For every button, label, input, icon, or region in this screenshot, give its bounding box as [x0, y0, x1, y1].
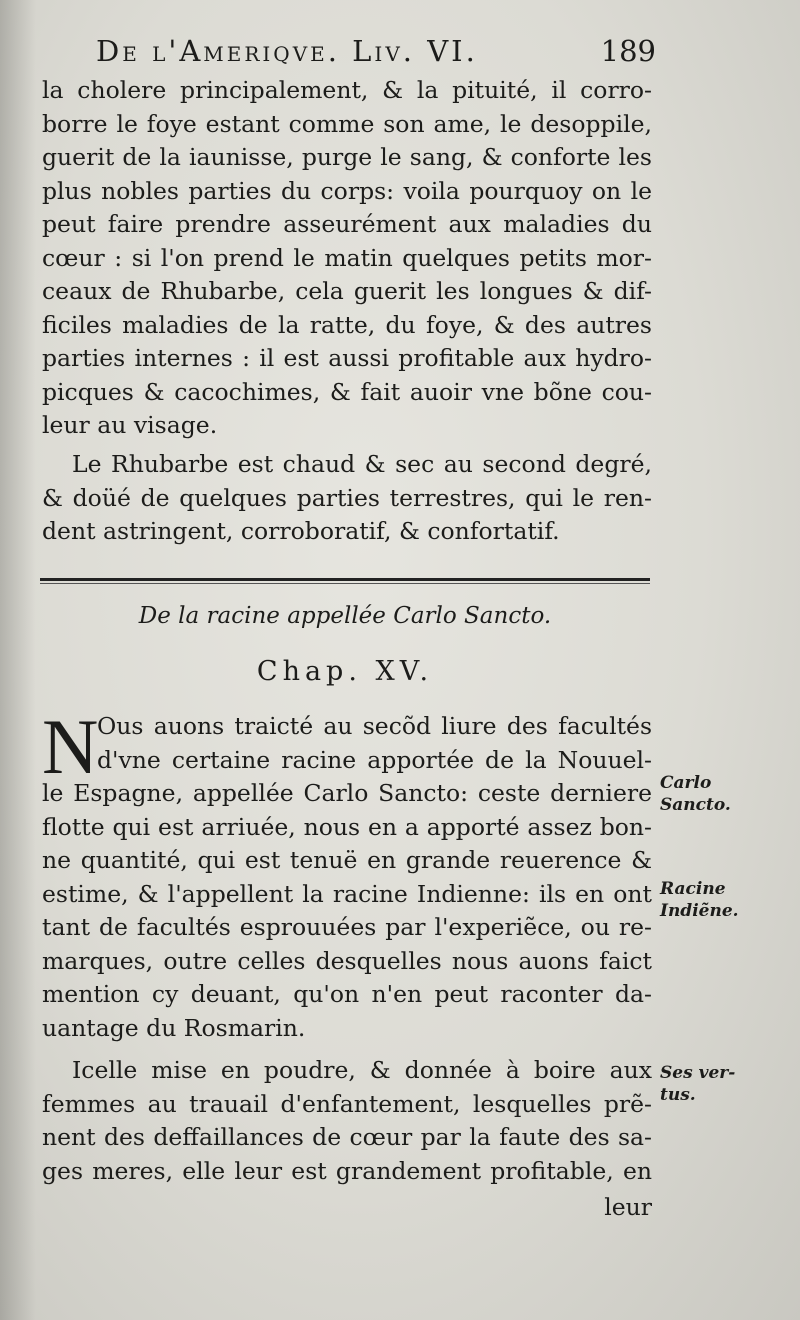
- text-line: la cholere principalement, & la pituité, il corro-: [42, 76, 652, 104]
- margin-note-line: Carlo: [660, 773, 712, 793]
- text-line: cœur : si l'on prend le matin quelques petits mor-: [42, 243, 652, 272]
- paragraph-1: [42, 74, 652, 443]
- text-line: leur au visage.: [42, 411, 218, 439]
- drop-cap: N: [42, 703, 99, 790]
- margin-note-line: Sancto.: [660, 795, 731, 815]
- text-line: mention cy deuant, qu'on n'en peut raconter da-: [42, 980, 652, 1008]
- text-line: guerit de la iaunisse, purge le sang, & conforte les: [42, 143, 652, 171]
- text-line: Le Rhubarbe est chaud & sec au second degré,: [72, 450, 652, 478]
- text-line: Icelle mise en poudre, & donnée à boire aux: [72, 1056, 652, 1084]
- margin-note-line: Indiẽne.: [660, 901, 739, 921]
- paragraph-3: [42, 703, 652, 1045]
- margin-note-carlo-sancto: [660, 772, 780, 816]
- page-number: 189: [600, 34, 656, 68]
- text-line: plus nobles parties du corps: voila pourquoy on le: [42, 176, 652, 205]
- text-line: & doüé de quelques parties terrestres, qui le ren-: [42, 483, 652, 512]
- catchword: leur: [604, 1193, 652, 1221]
- text-line: femmes au trauail d'enfantement, lesquelles prẽ-: [42, 1089, 652, 1118]
- text-line: peut faire prendre asseurément aux maladies du: [42, 210, 652, 238]
- text-line: flotte qui est arriuée, nous en a apporté assez bon-: [42, 812, 652, 841]
- text-line: ges meres, elle leur est grandement profitable, en: [42, 1156, 652, 1185]
- text-line: nent des deffaillances de cœur par la faute des sa-: [42, 1123, 652, 1151]
- text-line: Ous auons traicté au secõd liure des facultés: [97, 712, 652, 740]
- margin-note-racine-indienne: [660, 878, 780, 922]
- paragraph-4: [42, 1054, 652, 1188]
- text-line: marques, outre celles desquelles nous auons faict: [42, 946, 652, 975]
- text-line: estime, & l'appellent la racine Indienne: ils en ont: [42, 879, 652, 908]
- paragraph-2: [42, 448, 652, 549]
- text-line: d'vne certaine racine apportée de la Nouuel-: [97, 745, 652, 774]
- margin-note-line: Ses ver-: [660, 1063, 736, 1083]
- text-line: uantage du Rosmarin.: [42, 1013, 306, 1042]
- section-rule: [40, 578, 650, 584]
- running-title: De l'Ameriqve. Liv. VI.: [96, 34, 478, 68]
- text-line: ficiles maladies de la ratte, du foye, & des autres: [42, 310, 652, 339]
- text-line: dent astringent, corroboratif, & confortatif.: [42, 517, 560, 545]
- text-line: parties internes : il est aussi profitable aux hydro-: [42, 344, 652, 372]
- margin-note-line: tus.: [660, 1085, 696, 1105]
- running-head: [96, 34, 656, 74]
- gutter-shadow: [0, 0, 36, 1320]
- text-line: ne quantité, qui est tenuë en grande reuerence &: [42, 846, 652, 874]
- text-line: ceaux de Rhubarbe, cela guerit les longues & dif-: [42, 277, 652, 305]
- chapter-heading: Chap. XV.: [256, 656, 434, 687]
- text-line: le Espagne, appellée Carlo Sancto: ceste derniere: [42, 779, 652, 807]
- margin-note-ses-vertus: [660, 1062, 780, 1106]
- section-title: De la racine appellée Carlo Sancto.: [138, 603, 552, 629]
- text-line: borre le foye estant comme son ame, le desoppile,: [42, 109, 652, 138]
- text-line: tant de facultés esprouuées par l'experiẽce, ou re-: [42, 913, 652, 941]
- margin-note-line: Racine: [660, 879, 726, 899]
- text-line: picques & cacochimes, & fait auoir vne bõne cou-: [42, 377, 652, 406]
